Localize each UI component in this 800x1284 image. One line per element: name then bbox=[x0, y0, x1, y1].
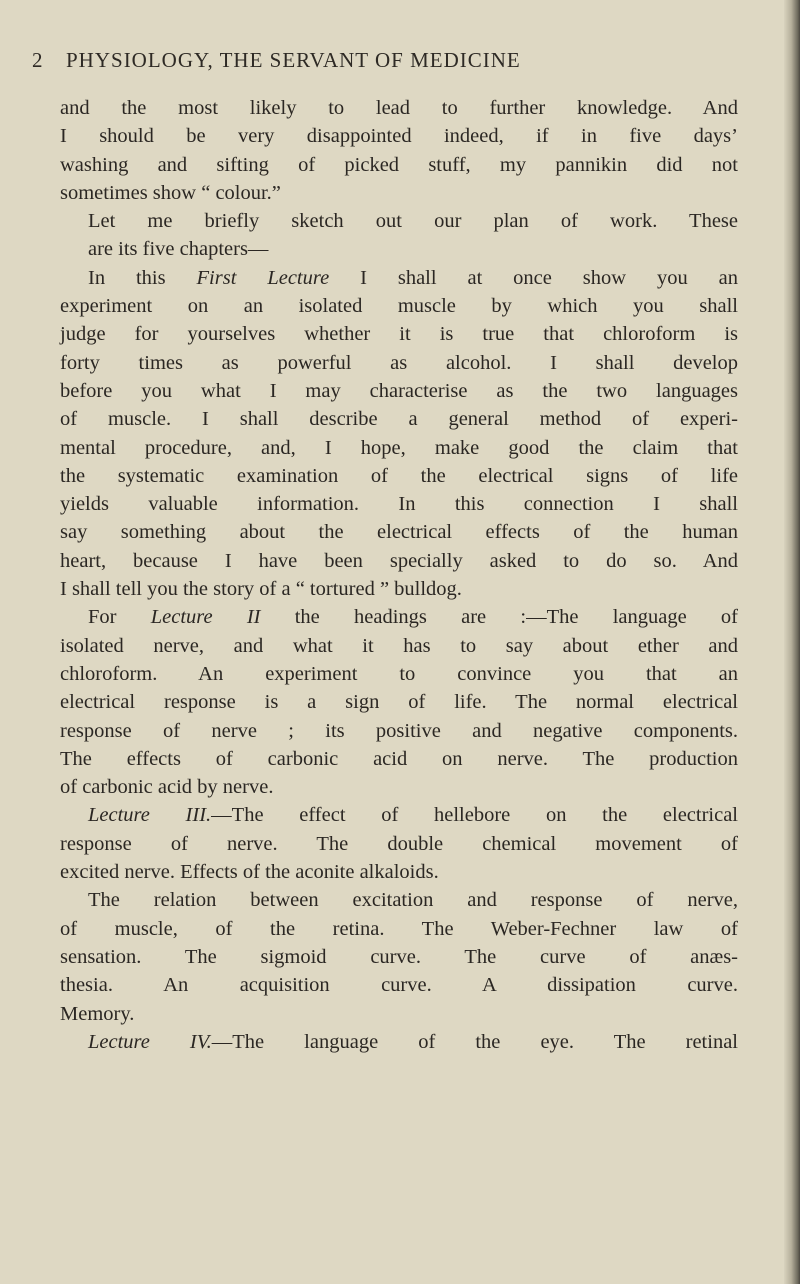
paragraph-1 bbox=[60, 94, 738, 207]
lecture-heading: Lecture IV. bbox=[88, 1030, 212, 1053]
text-line: The effects of carbonic acid on nerve. The production bbox=[60, 747, 738, 770]
lead-rest: —The language of the eye. The retinal bbox=[211, 1030, 738, 1053]
text-line: I shall tell you the story of a “ tortured ” bulldog. bbox=[60, 578, 462, 601]
text-line: Let me briefly sketch out our plan of work. These bbox=[88, 210, 738, 233]
lead-rest: —The effect of hellebore on the electrical bbox=[211, 804, 738, 827]
text-line: heart, because I have been specially asked to do so. And bbox=[60, 549, 738, 572]
text-line: judge for yourselves whether it is true that chloroform is bbox=[60, 323, 738, 346]
paragraph-7 bbox=[60, 1028, 738, 1056]
text-line: say something about the electrical effects of the human bbox=[60, 521, 738, 544]
lecture-heading: Lecture II bbox=[150, 606, 261, 629]
text-line: response of nerve ; its positive and negative components. bbox=[60, 719, 738, 742]
text-line: of muscle. I shall describe a general method of experi- bbox=[60, 408, 738, 431]
lecture-heading: First Lecture bbox=[196, 266, 330, 289]
paragraph-4 bbox=[60, 603, 738, 801]
text-line: experiment on an isolated muscle by which you shall bbox=[60, 295, 738, 318]
paragraph-2 bbox=[60, 207, 738, 264]
text-line: isolated nerve, and what it has to say about ether and bbox=[60, 634, 738, 657]
running-head bbox=[32, 48, 722, 73]
lecture-heading: Lecture III. bbox=[88, 804, 212, 827]
text-line: The relation between excitation and response of nerve, bbox=[88, 889, 738, 912]
text-line: washing and sifting of picked stuff, my pannikin did not bbox=[60, 153, 738, 176]
lead-rest: I shall at once show you an bbox=[329, 266, 739, 289]
text-line: are its five chapters— bbox=[88, 238, 269, 261]
text-line: I should be very disappointed indeed, if in five days’ bbox=[60, 125, 738, 148]
text-line: response of nerve. The double chemical movement of bbox=[60, 832, 738, 855]
text-line-lead bbox=[60, 1028, 738, 1056]
running-title: PHYSIOLOGY, THE SERVANT OF MEDICINE bbox=[66, 48, 521, 72]
text-line: of muscle, of the retina. The Weber-Fechner law of bbox=[60, 917, 738, 940]
paragraph-3 bbox=[60, 264, 738, 604]
lead-rest: the headings are :—The language of bbox=[260, 606, 739, 629]
text-line: the systematic examination of the electrical signs of life bbox=[60, 464, 738, 487]
lead-plain: In this bbox=[88, 266, 197, 289]
text-line: of carbonic acid by nerve. bbox=[60, 776, 274, 799]
page-number: 2 bbox=[32, 48, 43, 72]
body-text bbox=[60, 94, 738, 1056]
text-line: Memory. bbox=[60, 1002, 135, 1025]
text-line-lead bbox=[60, 264, 738, 292]
text-line: forty times as powerful as alcohol. I shall develop bbox=[60, 351, 738, 374]
text-line-lead bbox=[60, 603, 738, 631]
lead-plain: For bbox=[88, 606, 151, 629]
text-line: before you what I may characterise as the two languages bbox=[60, 379, 738, 402]
text-line: thesia. An acquisition curve. A dissipation curve. bbox=[60, 974, 738, 997]
paragraph-6 bbox=[60, 886, 738, 1027]
text-line: chloroform. An experiment to convince you that an bbox=[60, 662, 738, 685]
page-edge-shadow bbox=[784, 0, 800, 1284]
text-line: yields valuable information. In this connection I shall bbox=[60, 493, 738, 516]
text-line: sometimes show “ colour.” bbox=[60, 181, 281, 204]
text-line: electrical response is a sign of life. The normal electrical bbox=[60, 691, 738, 714]
text-line: and the most likely to lead to further knowledge. And bbox=[60, 97, 738, 119]
text-line: excited nerve. Effects of the aconite alkaloids. bbox=[60, 861, 439, 884]
text-line: mental procedure, and, I hope, make good the claim that bbox=[60, 436, 738, 459]
text-line-lead bbox=[60, 801, 738, 829]
text-line: sensation. The sigmoid curve. The curve of anæs- bbox=[60, 945, 738, 968]
paragraph-5 bbox=[60, 801, 738, 886]
